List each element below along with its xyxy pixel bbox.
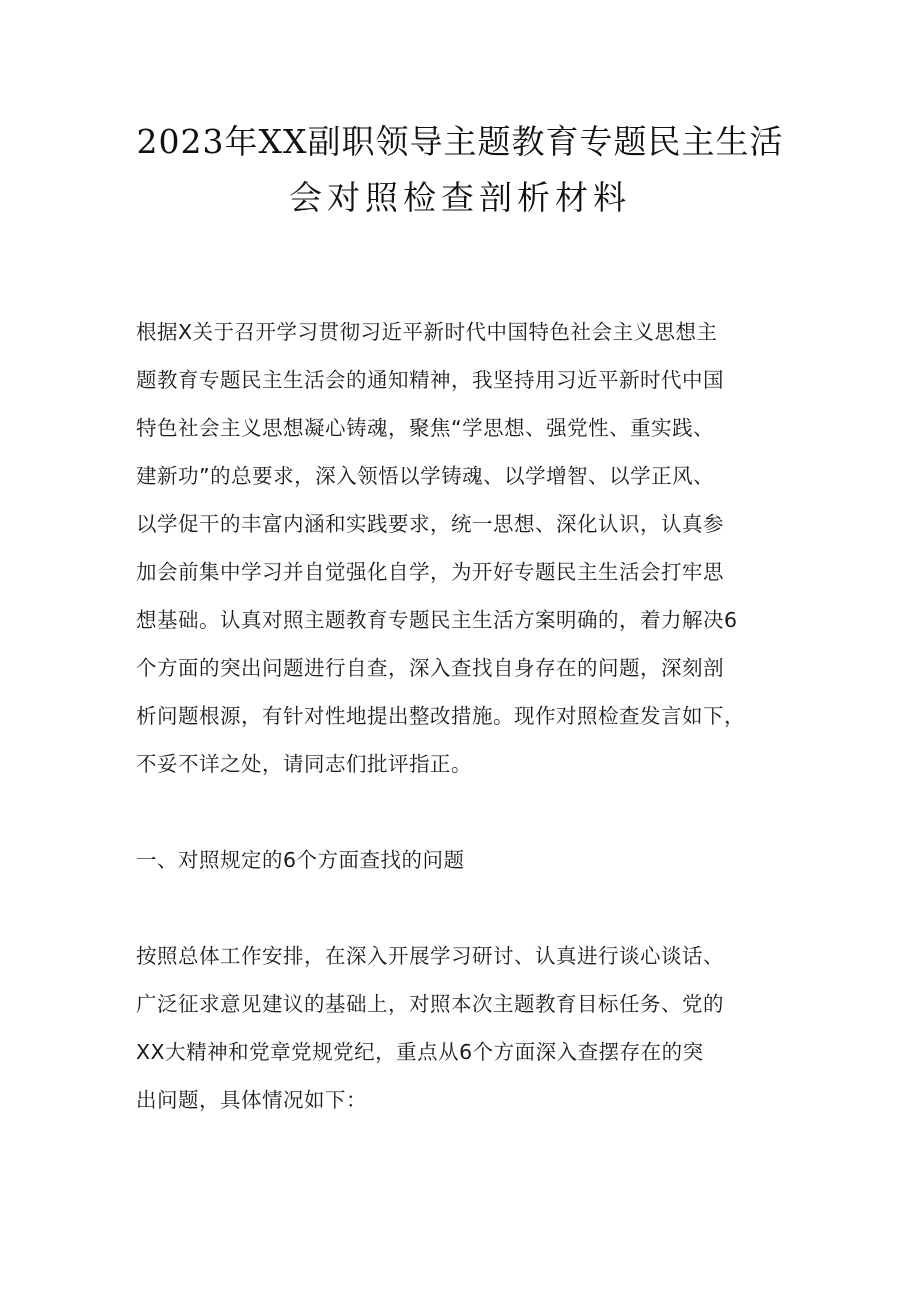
paragraph-line: 建新功”的总要求，深入领悟以学铸魂、以学增智、以学正风、 — [136, 464, 715, 488]
paragraph-line: 按照总体工作安排，在深入开展学习研讨、认真进行谈心谈话、 — [136, 944, 724, 968]
paragraph-line: 想基础。认真对照主题教育专题民主生活方案明确的，着力解决6 — [136, 608, 738, 632]
paragraph-line: XX大精神和党章党规党纪，重点从6个方面深入查摆存在的突 — [136, 1040, 704, 1064]
paragraph-line: 出问题，具体情况如下： — [136, 1088, 367, 1112]
paragraph-line: 特色社会主义思想凝心铸魂，聚焦“学思想、强党性、重实践、 — [136, 416, 715, 440]
section-heading: 一、对照规定的6个方面查找的问题 — [136, 848, 465, 872]
document-title-line-2: 会对照检查剖析材料 — [289, 178, 631, 217]
paragraph-line: 题教育专题民主生活会的通知精神，我坚持用习近平新时代中国 — [136, 368, 724, 392]
paragraph-line: 不妥不详之处，请同志们批评指正。 — [136, 752, 472, 776]
document-title-line-1: 2023年XX副职领导主题教育专题民主生活 — [136, 122, 784, 161]
paragraph-line: 加会前集中学习并自觉强化自学，为开好专题民主生活会打牢思 — [136, 560, 724, 584]
paragraph-line: 以学促干的丰富内涵和实践要求，统一思想、深化认识，认真参 — [136, 512, 724, 536]
paragraph-line: 广泛征求意见建议的基础上，对照本次主题教育目标任务、党的 — [136, 992, 724, 1016]
paragraph-line: 析问题根源，有针对性地提出整改措施。现作对照检查发言如下， — [136, 704, 745, 728]
paragraph-line: 根据X关于召开学习贯彻习近平新时代中国特色社会主义思想主 — [136, 320, 718, 344]
paragraph-line: 个方面的突出问题进行自查，深入查找自身存在的问题，深刻剖 — [136, 656, 724, 680]
